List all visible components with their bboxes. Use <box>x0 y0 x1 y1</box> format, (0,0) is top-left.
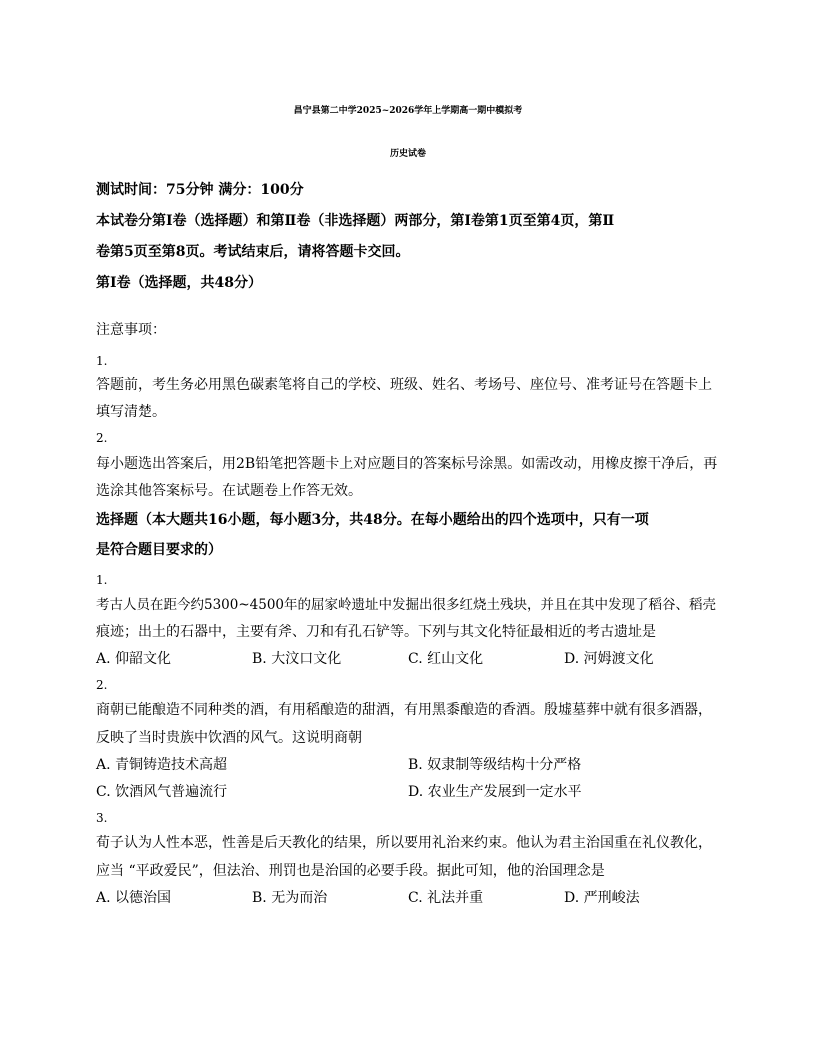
exam-title: 昌宁县第二中学2025~2026学年上学期高一期中模拟考 <box>293 106 523 116</box>
note-number: 1. <box>96 354 108 368</box>
question-stem-line: 荀子认为人性本恶，性善是后天教化的结果，所以要用礼治来约束。他认为君主治国重在礼仪教化， <box>96 835 712 851</box>
question-number: 2. <box>96 678 108 692</box>
note-text-line: 填写清楚。 <box>96 404 166 420</box>
option-a: A. 青铜铸造技术高超 <box>96 757 228 773</box>
note-text-line: 答题前，考生务必用黑色碳素笔将自己的学校、班级、姓名、考场号、座位号、准考证号在答题卡上 <box>96 377 712 393</box>
note-text-line: 每小题选出答案后，用2B铅笔把答题卡上对应题目的答案标号涂黑。如需改动，用橡皮擦干净后，再 <box>96 456 718 472</box>
question-stem-line: 反映了当时贵族中饮酒的风气。这说明商朝 <box>96 730 362 746</box>
notes-heading: 注意事项： <box>96 322 166 338</box>
option-a: A. 仰韶文化 <box>96 651 172 667</box>
option-d: D. 严刑峻法 <box>564 890 640 906</box>
question-stem-line: 痕迹；出土的石器中，主要有斧、刀和有孔石铲等。下列与其文化特征最相近的考古遗址是 <box>96 624 656 640</box>
question-stem-line: 考古人员在距今约5300~4500年的屈家岭遗址中发掘出很多红烧土残块，并且在其中发现了稻谷、稻壳 <box>96 597 717 613</box>
exam-time-info: 测试时间：75分钟 满分：100分 <box>96 182 304 198</box>
option-d: D. 河姆渡文化 <box>564 651 654 667</box>
question-number: 1. <box>96 573 108 587</box>
question-stem-line: 商朝已能酿造不同种类的酒，有用稻酿造的甜酒，有用黑黍酿造的香酒。殷墟墓葬中就有很多酒器， <box>96 702 712 718</box>
option-d: D. 农业生产发展到一定水平 <box>408 784 582 800</box>
question-number: 3. <box>96 811 108 825</box>
note-text-line: 选涂其他答案标号。在试题卷上作答无效。 <box>96 483 362 499</box>
option-b: B. 无为而治 <box>252 890 328 906</box>
exam-subtitle: 历史试卷 <box>389 149 426 159</box>
option-c: C. 礼法并重 <box>408 890 484 906</box>
question-stem-line: 应当 “平政爱民”，但法治、刑罚也是治国的必要手段。据此可知，他的治国理念是 <box>96 863 605 879</box>
option-a: A. 以德治国 <box>96 890 172 906</box>
note-number: 2. <box>96 431 108 445</box>
exam-description-line-2: 卷第5页至第8页。考试结束后，请将答题卡交回。 <box>96 244 410 260</box>
option-c: C. 红山文化 <box>408 651 484 667</box>
option-b: B. 奴隶制等级结构十分严格 <box>408 757 582 773</box>
section-heading-line-1: 选择题（本大题共16小题，每小题3分，共48分。在每小题给出的四个选项中，只有一项 <box>96 512 649 528</box>
option-b: B. 大汶口文化 <box>252 651 342 667</box>
section-heading-line-2: 是符合题目要求的） <box>96 542 222 558</box>
part-one-heading: 第Ⅰ卷（选择题，共48分） <box>96 275 263 291</box>
exam-description-line-1: 本试卷分第Ⅰ卷（选择题）和第Ⅱ卷（非选择题）两部分，第Ⅰ卷第1页至第4页，第Ⅱ <box>96 213 615 229</box>
option-c: C. 饮酒风气普遍流行 <box>96 784 228 800</box>
